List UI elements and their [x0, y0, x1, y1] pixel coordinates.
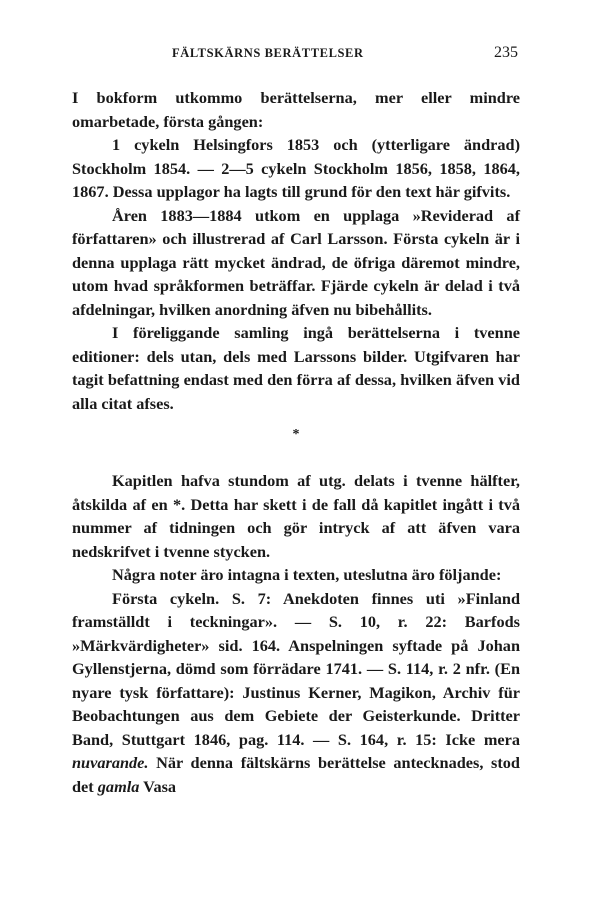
- running-head: [72, 46, 520, 66]
- asterisk-separator: *: [292, 427, 300, 442]
- paragraph: Kapitlen hafva stundom af utg. delats i tvenne hälfter, åtskilda af en *. Detta har skett i de fall då kapitlet ingått i två nummer af tidningen och gör intryck af att äfven vara nedskrifvet i tvenne stycken.: [72, 471, 520, 561]
- paragraph: Åren 1883—1884 utkom en upplaga »Reviderad af författaren» och illustrerad af Carl Larsson. Första cykeln är i denna upplaga rätt mycket ändrad, de öfriga däremot mindre, utom hvad språkformen beträffar. Fjärde cykeln är delad i två afdelningar, hvilken anordning äfven nu bibehållits.: [72, 205, 520, 319]
- paragraph: Några noter äro intagna i texten, uteslutna äro följande:: [112, 565, 502, 584]
- text-body: [72, 86, 520, 798]
- notes-text: Vasa: [139, 776, 177, 796]
- notes-text: När denna fältskärns berättelse antecknades, stod det: [72, 753, 520, 796]
- italic-word: nuvarande.: [72, 753, 149, 772]
- italic-word: gamla: [97, 776, 140, 796]
- section-separator: [72, 423, 520, 443]
- running-title: FÄLTSKÄRNS BERÄTTELSER: [172, 46, 364, 60]
- paragraph: I föreliggande samling ingå berättelserna i tvenne editioner: dels utan, dels med Larssons bilder. Utgifvaren har tagit befattning endast med den förra af dessa, hvilken äfven vid alla citat afses.: [72, 323, 520, 413]
- notes-text: Första cykeln. S. 7: Anekdoten finnes uti »Finland framställdt i teckningar». — S. 10, r. 22: Barfods »Märkvärdigheter» sid. 164. Anspelningen syftade på Johan Gyllenstjerna, dömd som förrädare 1741. — S. 114, r. 2 nfr. (En nyare tysk författare): Justinus Kerner, Magikon, Archiv für Beobachtungen aus dem Gebiete der Geisterkunde. Dritter Band, Stuttgart 1846, pag. 114. — S. 164, r. 15: Icke mera: [72, 588, 520, 749]
- paragraph: 1 cykeln Helsingfors 1853 och (ytterligare ändrad) Stockholm 1854. — 2—5 cykeln Stockholm 1856, 1858, 1864, 1867. Dessa upplagor ha lagts till grund för den text här gifvits.: [72, 135, 520, 201]
- notes-paragraph: [72, 587, 520, 799]
- page-number: 235: [494, 44, 518, 61]
- paragraph: I bokform utkommo berättelserna, mer eller mindre omarbetade, första gången:: [72, 88, 520, 131]
